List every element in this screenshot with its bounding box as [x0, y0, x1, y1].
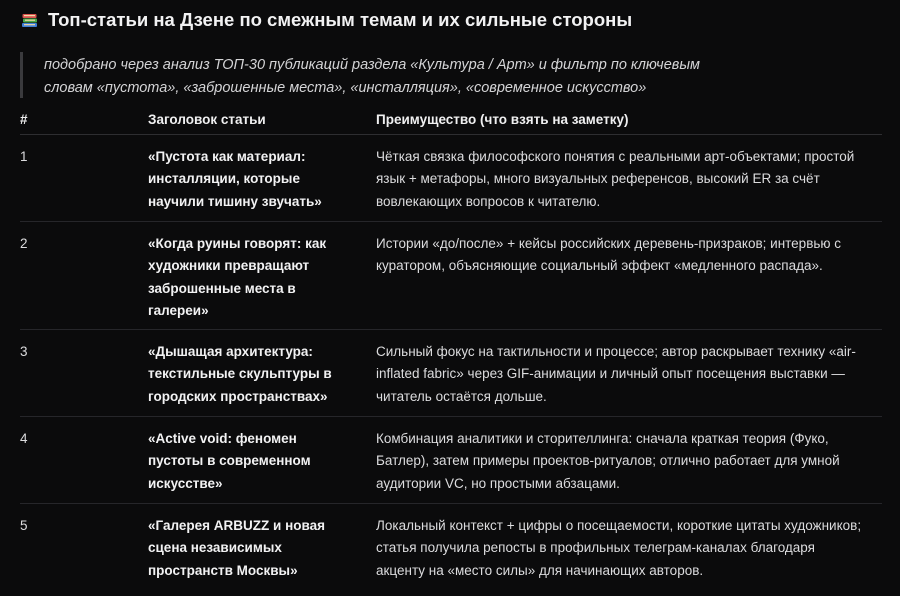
row-num: 3: [20, 344, 28, 359]
row-advantage: Чёткая связка философского понятия с реальными арт-объектами; простой язык + метафоры, много визуальных референсов, высокий ER за счёт вовлекающих вопросов к читателю.: [376, 149, 855, 209]
row-title: «Когда руины говорят: как художники превращают заброшенные места в галереи»: [148, 236, 327, 318]
row-advantage: Сильный фокус на тактильности и процессе; автор раскрывает технику «air-inflated fabric» через GIF-анимации и личный опыт посещения выставки — читатель остаётся дольше.: [376, 344, 856, 404]
row-advantage: Истории «до/после» + кейсы российских деревень-призраков; интервью с куратором, объясняющие социальный эффект «медленного распада».: [376, 236, 842, 274]
table-row: [20, 417, 882, 504]
row-title: «Пустота как материал: инсталляции, которые научили тишину звучать»: [148, 149, 322, 209]
table-row: [20, 135, 882, 222]
row-num: 2: [20, 236, 28, 251]
row-advantage: Комбинация аналитики и сторителлинга: сначала краткая теория (Фуко, Батлер), затем примеры проектов-ритуалов; отлично работает для умной аудитории VC, но простыми абзацами.: [376, 431, 840, 491]
row-num: 1: [20, 149, 28, 164]
note-text: [44, 54, 804, 100]
header-title: Заголовок статьи: [148, 112, 266, 127]
row-advantage: Локальный контекст + цифры о посещаемости, короткие цитаты художников; статья получила репосты в профильных телеграм-каналах благодаря акценту на «место силы» для начинающих авторов.: [376, 518, 862, 578]
table-row: [20, 504, 882, 590]
note-line-1: подобрано через анализ ТОП-30 публикаций раздела «Культура / Арт» и фильтр по ключевым: [44, 57, 700, 73]
row-title: «Галерея ARBUZZ и новая сцена независимых пространств Москвы»: [148, 518, 325, 578]
note-blockquote: [20, 52, 883, 98]
header-num: #: [20, 112, 28, 127]
header-advantage: Преимущество (что взять на заметку): [376, 112, 629, 127]
table-header: [20, 108, 882, 135]
table-row: [20, 330, 882, 417]
books-icon: [20, 10, 40, 30]
page-title: [20, 9, 632, 31]
articles-table: [20, 108, 882, 590]
row-title: «Дышащая архитектура: текстильные скульптуры в городских пространствах»: [148, 344, 332, 404]
page-title-text: Топ-статьи на Дзене по смежным темам и их сильные стороны: [48, 9, 633, 30]
row-title: «Active void: феномен пустоты в современном искусстве»: [148, 431, 311, 491]
table-row: [20, 222, 882, 330]
row-num: 5: [20, 518, 28, 533]
row-num: 4: [20, 431, 28, 446]
note-line-2: словам «пустота», «заброшенные места», «инсталляция», «современное искусство»: [44, 80, 647, 96]
